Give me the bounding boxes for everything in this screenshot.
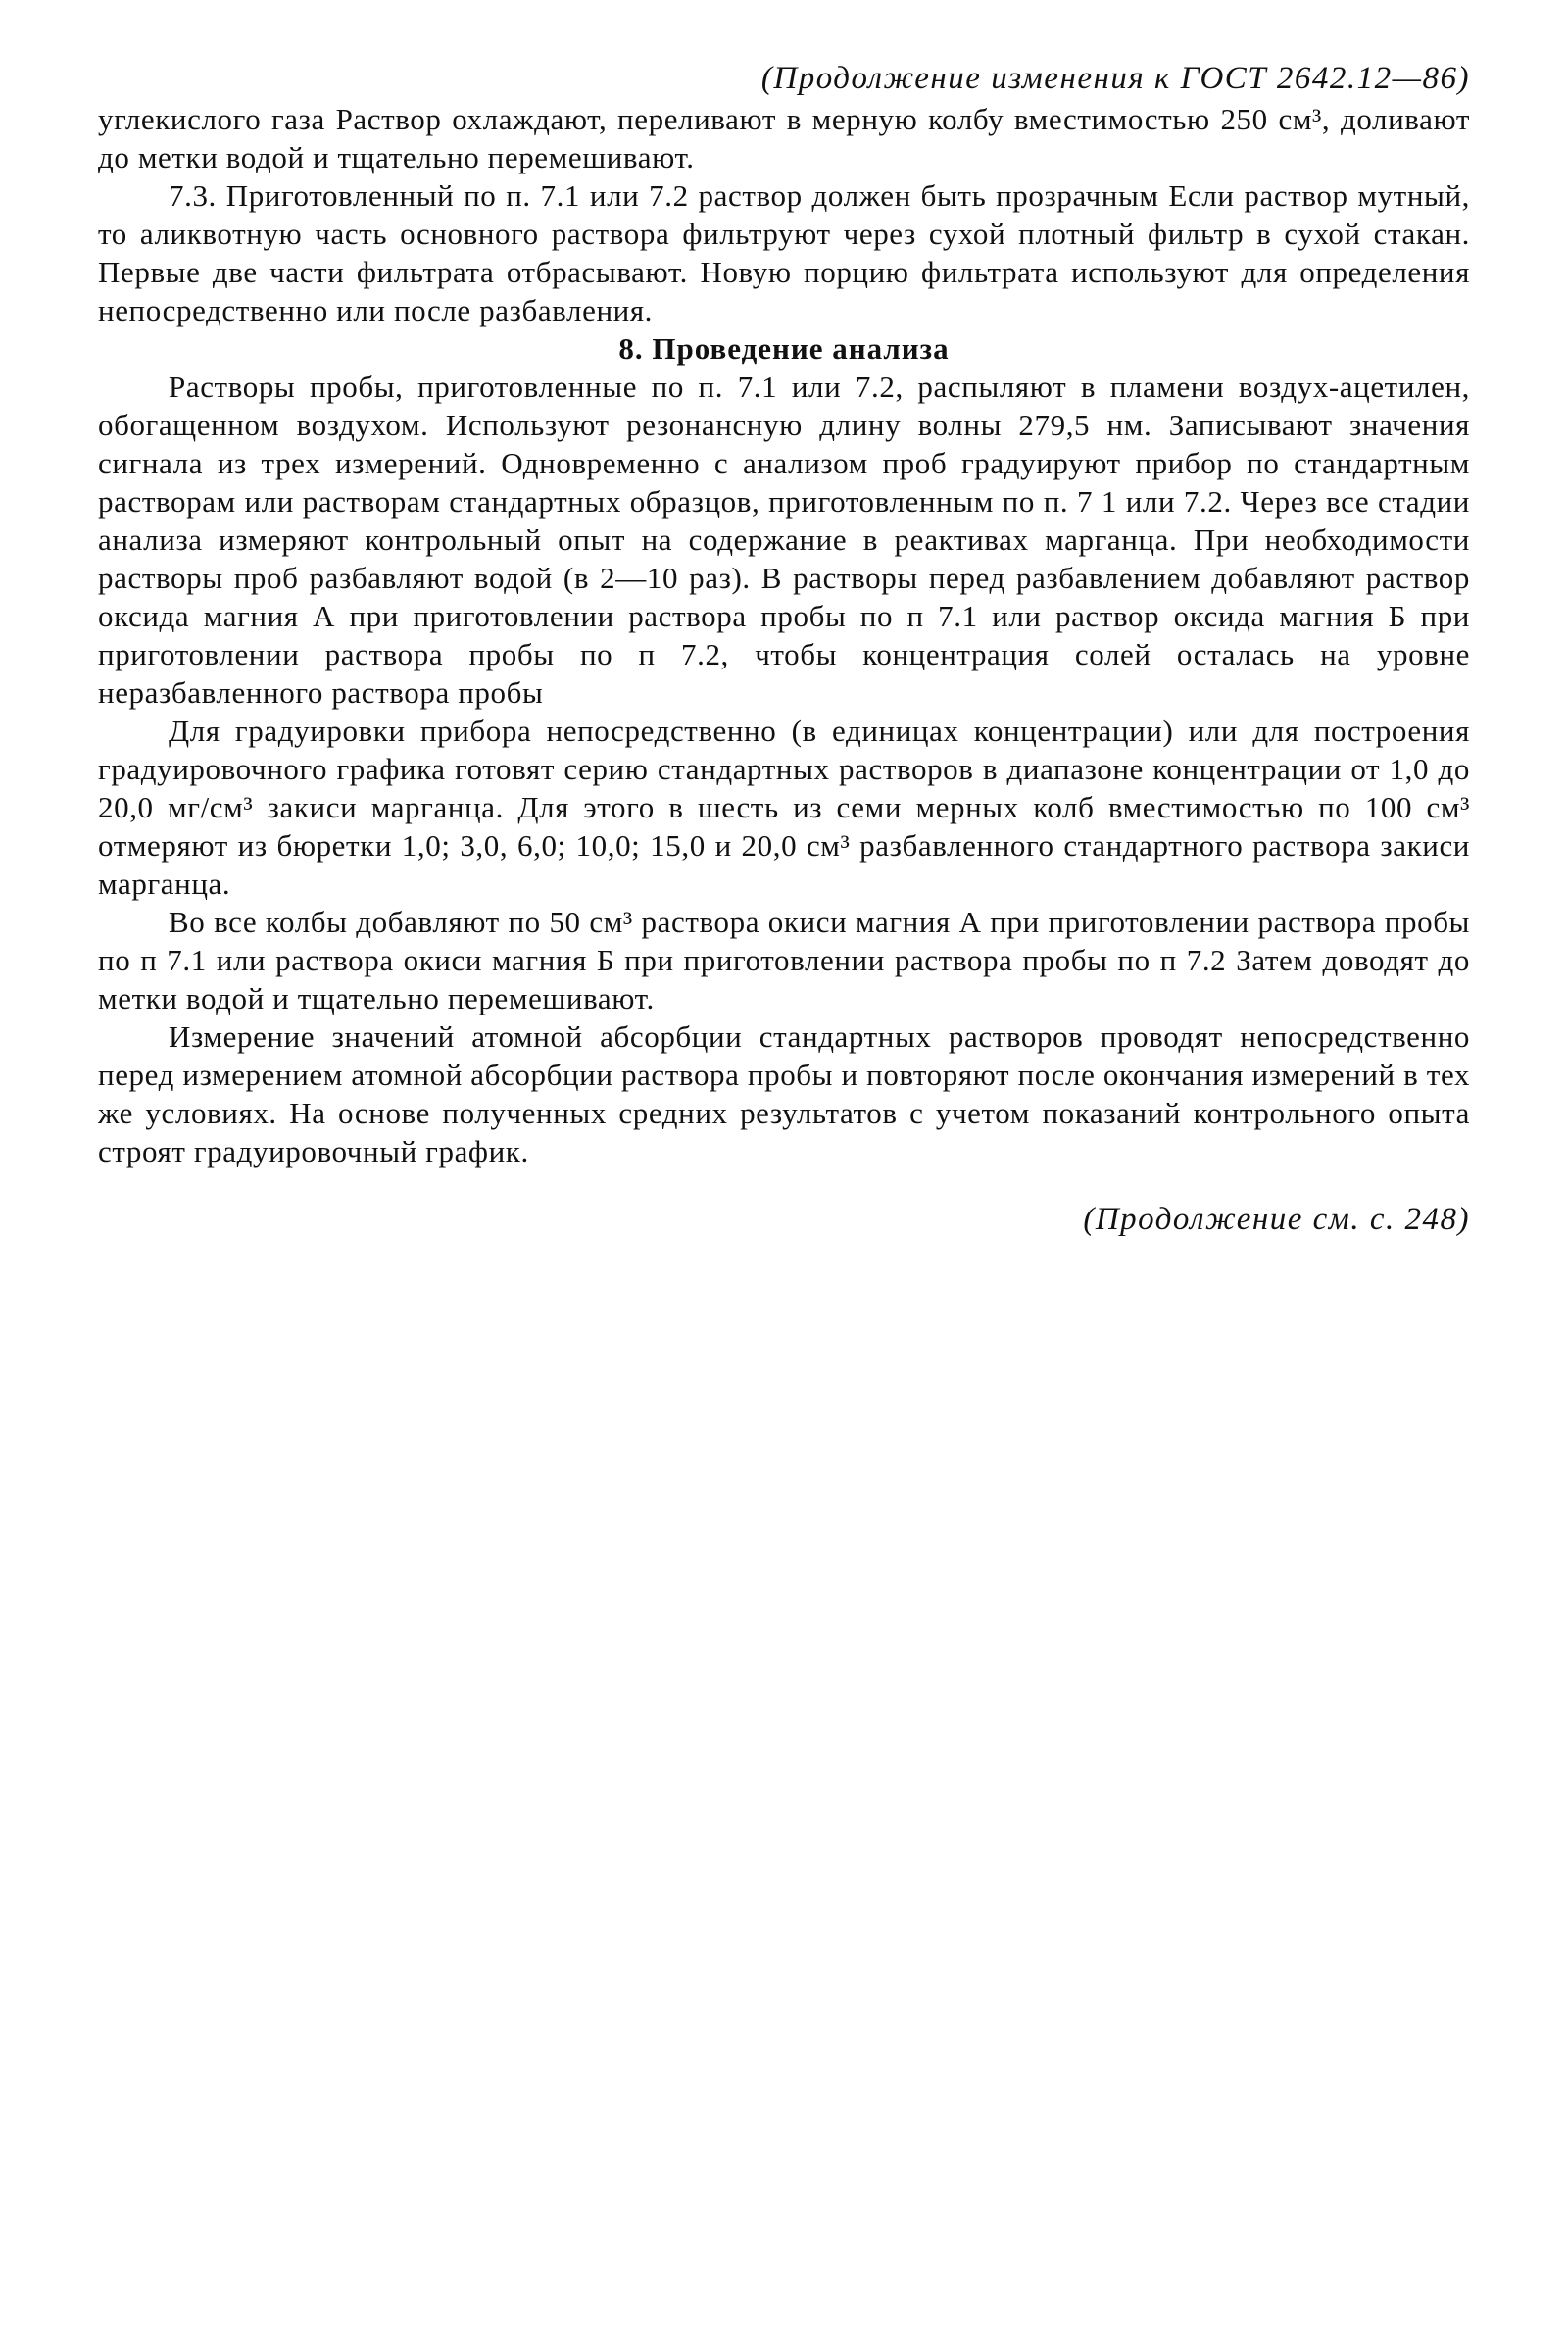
- paragraph-analysis: Растворы пробы, приготовленные по п. 7.1 или 7.2, распыляют в пламени воздух-ацетилен, обогащенном воздухом. Используют резонансную длину волны 279,5 нм. Записывают значения сигнала из трех измерений. Одновременно с анализом проб градуируют прибор по стандартным растворам или растворам стандартных образцов, приготовленным по п. 7 1 или 7.2. Через все стадии анализа измеряют контрольный опыт на содержание в реактивах марганца. При необходимости растворы проб разбавляют водой (в 2—10 раз). В растворы перед разбавлением добавляют раствор оксида магния А при приготовлении раствора пробы по п 7.1 или раствор оксида магния Б при приготовлении раствора пробы по п 7.2, чтобы концентрация солей осталась на уровне неразбавленного раствора пробы: [98, 370, 1470, 710]
- paragraph-measurement: Измерение значений атомной абсорбции стандартных растворов проводят непосредственно перед измерением атомной абсорбции раствора пробы и повторяют после окончания измерений в тех же условиях. На основе полученных средних результатов с учетом показаний контрольного опыта строят градуировочный график.: [98, 1019, 1470, 1168]
- continuation-footer: (Продолжение см. с. 248): [1083, 1202, 1470, 1237]
- paragraph-7-3: 7.3. Приготовленный по п. 7.1 или 7.2 раствор должен быть прозрачным Если раствор мутный, то аликвотную часть основного раствора фильтруют через сухой плотный фильтр в сухой стакан. Первые две части фильтрата отбрасывают. Новую порцию фильтрата используют для определения непосредственно или после разбавления.: [98, 178, 1470, 327]
- document-page: [98, 59, 1470, 1239]
- paragraph-flasks: Во все колбы добавляют по 50 см³ раствора окиси магния А при приготовлении раствора пробы по п 7.1 или раствора окиси магния Б при приготовлении раствора пробы по п 7.2 Затем доводят до метки водой и тщательно перемешивают.: [98, 905, 1470, 1015]
- running-header: (Продолжение изменения к ГОСТ 2642.12—86): [760, 61, 1470, 96]
- paragraph-calibration: Для градуировки прибора непосредственно (в единицах концентрации) или для построения градуировочного графика готовят серию стандартных растворов в диапазоне концентрации от 1,0 до 20,0 мг/см³ закиси марганца. Для этого в шесть из семи мерных колб вместимостью по 100 см³ отмеряют из бюретки 1,0; 3,0, 6,0; 10,0; 15,0 и 20,0 см³ разбавленного стандартного раствора закиси марганца.: [98, 714, 1470, 901]
- section-heading: 8. Проведение анализа: [618, 331, 950, 366]
- paragraph-continuation: углекислого газа Раствор охлаждают, переливают в мерную колбу вместимостью 250 см³, доливают до метки водой и тщательно перемешивают.: [98, 102, 1470, 174]
